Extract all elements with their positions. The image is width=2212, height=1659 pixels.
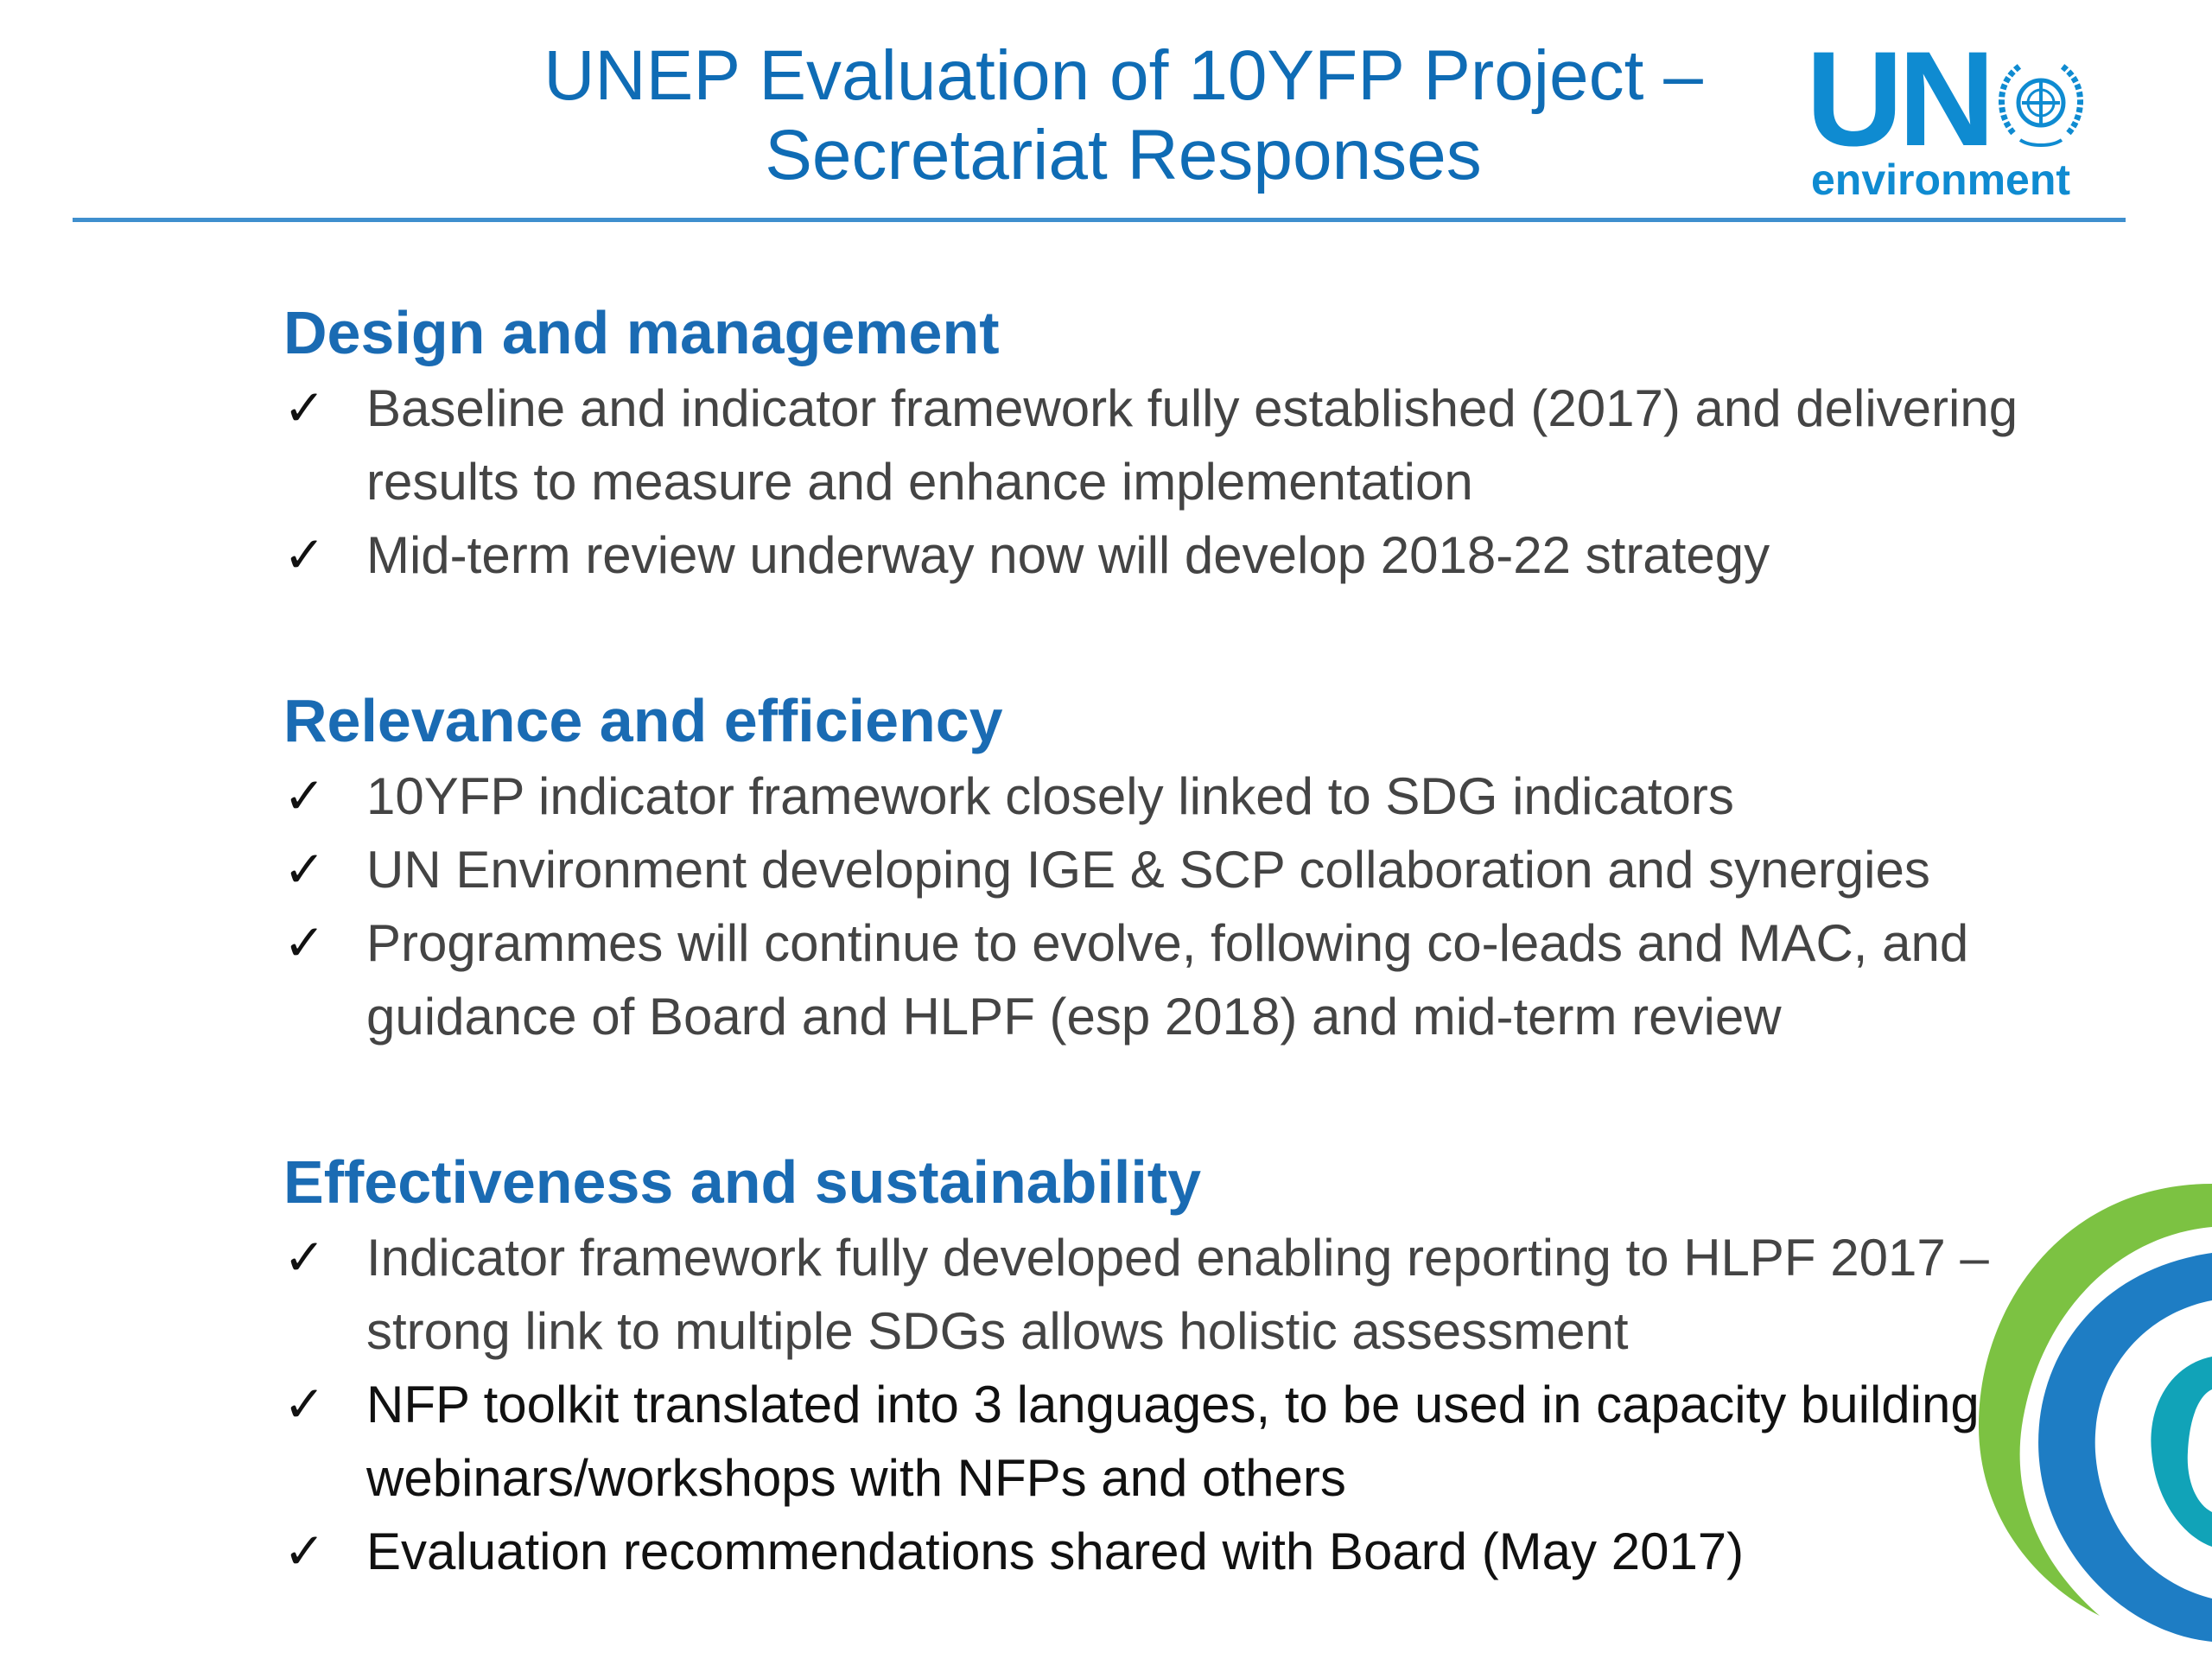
slide-title: [397, 36, 1849, 195]
checkmark-icon: ✓: [283, 1228, 326, 1287]
section: [283, 294, 2098, 592]
bullet-list: [283, 1221, 2098, 1588]
list-item-text: Evaluation recommendations shared with Board (May 2017): [366, 1522, 1745, 1580]
list-item-text: 10YFP indicator framework closely linked to SDG indicators: [366, 767, 1734, 825]
list-item-text: NFP toolkit translated into 3 languages, to be used in capacity building webinars/workshops with NFPs and others: [366, 1376, 1980, 1507]
list-item: [283, 760, 2098, 833]
list-item: [283, 372, 2098, 518]
section-heading: Effectiveness and sustainability: [283, 1148, 1202, 1216]
section: [283, 682, 2098, 1053]
bullet-list: [283, 760, 2098, 1053]
logo-text-environment: environment: [1811, 156, 2071, 204]
list-item-text: Mid-term review underway now will develop 2018-22 strategy: [366, 526, 1770, 584]
checkmark-icon: ✓: [283, 766, 326, 825]
checkmark-icon: ✓: [283, 1522, 326, 1580]
checkmark-icon: ✓: [283, 525, 326, 584]
section-heading: Relevance and efficiency: [283, 687, 1003, 754]
section: [283, 1143, 2098, 1588]
un-emblem-icon: [1987, 54, 2094, 152]
logo-text-un: UN: [1806, 24, 1991, 175]
un-environment-logo: [1806, 24, 2100, 207]
swirl-decoration-icon: [1936, 1149, 2212, 1659]
checkmark-icon: ✓: [283, 840, 326, 899]
bullet-list: [283, 372, 2098, 592]
title-line-2: Secretariat Responses: [765, 116, 1482, 194]
list-item: [283, 833, 2098, 906]
list-item-text: Baseline and indicator framework fully established (2017) and delivering results to measure and enhance implementation: [366, 379, 2018, 511]
checkmark-icon: ✓: [283, 913, 326, 972]
list-item-text: UN Environment developing IGE & SCP collaboration and synergies: [366, 841, 1930, 899]
title-line-1: UNEP Evaluation of 10YFP Project –: [543, 36, 1703, 115]
list-item-text: Programmes will continue to evolve, following co-leads and MAC, and guidance of Board and HLPF (esp 2018) and mid-term review: [366, 914, 1969, 1046]
content-sections: [283, 294, 2098, 1659]
list-item: [283, 906, 2098, 1053]
section-heading: Design and management: [283, 299, 1000, 366]
list-item: [283, 1368, 2098, 1515]
list-item: [283, 1221, 2098, 1368]
list-item: [283, 1515, 2098, 1588]
checkmark-icon: ✓: [283, 1375, 326, 1433]
title-divider: [73, 218, 2126, 222]
list-item-text: Indicator framework fully developed enabling reporting to HLPF 2017 – strong link to multiple SDGs allows holistic assessment: [366, 1229, 1989, 1360]
list-item: [283, 518, 2098, 592]
checkmark-icon: ✓: [283, 378, 326, 437]
